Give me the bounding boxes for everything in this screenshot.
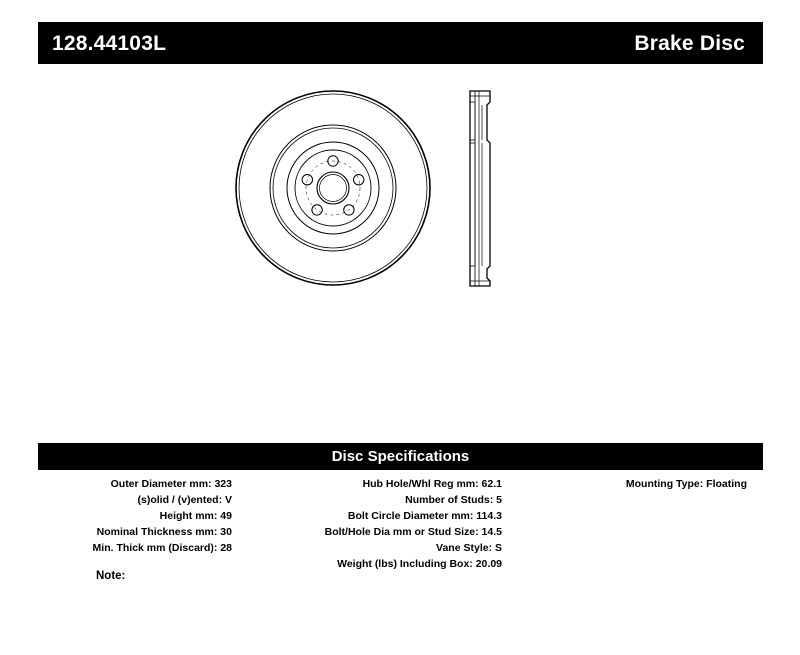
specs-title-bar (38, 443, 763, 470)
header-bar (38, 22, 763, 64)
spec-item: Mounting Type: Floating (625, 478, 747, 490)
specs-column-right (508, 476, 763, 572)
spec-item: (s)olid / (v)ented: V (137, 494, 232, 506)
specs-column-left (38, 476, 238, 572)
specs-title: Disc Specifications (331, 448, 470, 465)
note-field (96, 570, 125, 582)
spec-item: Weight (lbs) Including Box: 20.09 (337, 558, 502, 570)
spec-item: Nominal Thickness mm: 30 (96, 526, 232, 538)
spec-item: Hub Hole/Whl Reg mm: 62.1 (362, 478, 502, 490)
spec-item: Vane Style: S (436, 542, 502, 554)
part-number: 128.44103L (52, 31, 167, 55)
spec-item: Number of Studs: 5 (405, 494, 502, 506)
brake-rotor-edge-view (470, 91, 490, 286)
brake-rotor-face-view (236, 91, 430, 285)
product-type: Brake Disc (634, 31, 745, 55)
technical-drawing (38, 80, 763, 410)
spec-item: Bolt/Hole Dia mm or Stud Size: 14.5 (324, 526, 502, 538)
specs-table (38, 476, 763, 572)
specs-column-middle (238, 476, 508, 572)
spec-item: Bolt Circle Diameter mm: 114.3 (347, 510, 502, 522)
note-label: Note: (96, 570, 126, 582)
spec-item: Min. Thick mm (Discard): 28 (92, 542, 232, 554)
spec-item: Height mm: 49 (159, 510, 232, 522)
spec-item: Outer Diameter mm: 323 (110, 478, 232, 490)
